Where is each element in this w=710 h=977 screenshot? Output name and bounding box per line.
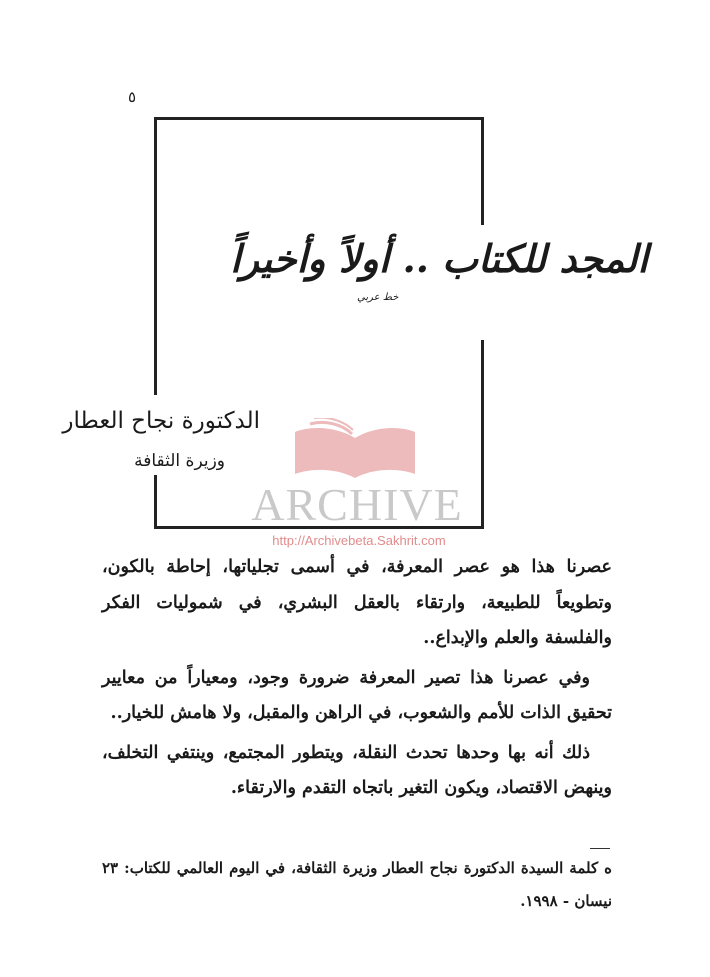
article-body [102,550,612,811]
page-number: ٥ [128,88,137,106]
open-book-icon [290,418,420,480]
paragraph-3: ذلك أنه بها وحدها تحدث النقلة، ويتطور المجتمع، وينتفي التخلف، وينهض الاقتصاد، ويكون التغير باتجاه التقدم والارتقاء. [102,742,612,798]
footnote: ه كلمة السيدة الدكتورة نجاح العطار وزيرة الثقافة، في اليوم العالمي للكتاب: ٢٣ نيسان - ١٩٩٨. [102,859,612,910]
article-title: المجد للكتاب .. أولاً وأخيراً [230,236,648,281]
frame-right-line-upper [481,117,484,225]
frame-left-line-lower [154,475,157,528]
author-name: الدكتورة نجاح العطار [62,408,260,434]
paragraph-2: وفي عصرنا هذا تصير المعرفة ضرورة وجود، ومعياراً من معايير تحقيق الذات للأمم والشعوب، في الراهن والمقبل، ولا هامش للخيار.. [102,667,612,723]
watermark-text: ARCHIVE [251,479,463,530]
frame-left-line-upper [154,117,157,395]
paragraph-1: عصرنا هذا هو عصر المعرفة، في أسمى تجلياتها، إحاطة بالكون، وتطويعاً للطبيعة، وارتقاء بالعقل البشري، في شموليات الفكر والفلسفة والعلم والإبداع.. [102,557,612,648]
author-title: وزيرة الثقافة [134,451,225,471]
calligrapher-mark: خط عربي [357,292,399,303]
footnote-rule [590,848,610,849]
frame-top-line [154,117,484,120]
watermark-url: http://Archivebeta.Sakhrit.com [272,533,446,548]
